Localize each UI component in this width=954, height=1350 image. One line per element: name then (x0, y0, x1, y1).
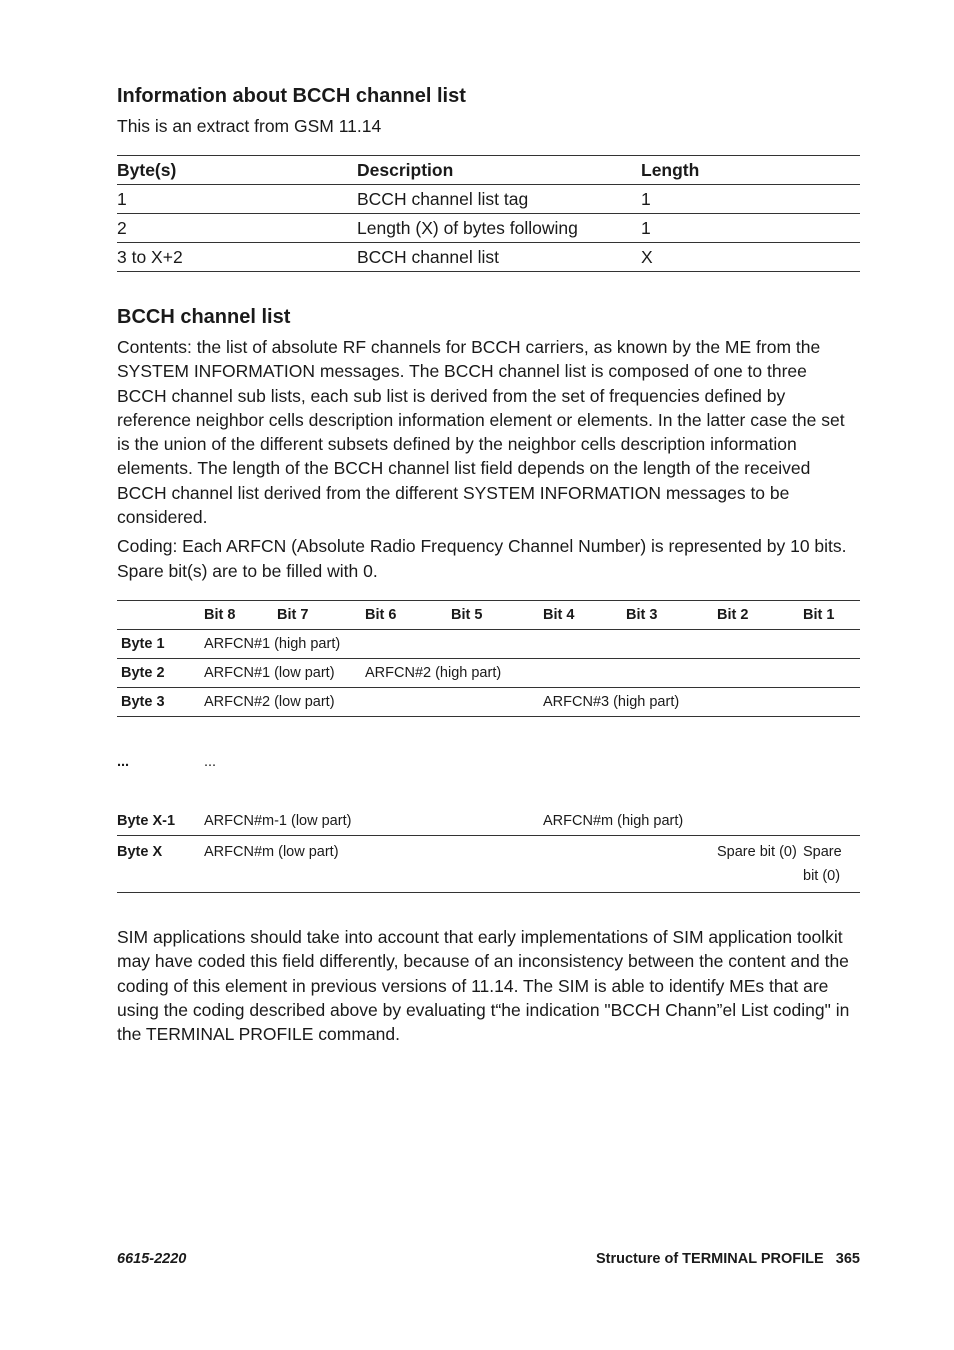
spare-bit-2: Spare bit (0) (717, 835, 803, 892)
footer-section: Structure of TERMINAL PROFILE (595, 1251, 824, 1267)
section-title-bcch-info: Information about BCCH channel list (117, 85, 466, 107)
ellipsis-row (117, 716, 860, 807)
bit6-header: Bit 6 (365, 600, 451, 629)
table-row (117, 214, 860, 243)
byte3-label: Byte 3 (117, 687, 204, 716)
bit5-header: Bit 5 (451, 600, 543, 629)
cell-bytes: 2 (117, 214, 357, 243)
footer-section-page (596, 1251, 860, 1267)
intro-text: This is an extract from GSM 11.14 (117, 116, 382, 136)
bytex1-arfcnm-high: ARFCN#m (high part) (543, 807, 860, 836)
byte1-row (117, 629, 860, 658)
bytex1-arfcnm1-low: ARFCN#m-1 (low part) (204, 807, 543, 836)
byte2-label: Byte 2 (117, 658, 204, 687)
byte3-arfcn2-low: ARFCN#2 (low part) (204, 687, 543, 716)
byte2-arfcn1-low: ARFCN#1 (low part) (204, 658, 365, 687)
footer-page-number: 365 (835, 1251, 860, 1267)
cell-bytes: 1 (117, 185, 357, 214)
byte-description-table (117, 155, 860, 272)
bytex-row (117, 835, 860, 892)
byte3-arfcn3-high: ARFCN#3 (high part) (543, 687, 860, 716)
bit8-header: Bit 8 (204, 600, 277, 629)
header-length: Length (641, 156, 860, 185)
table-row (117, 185, 860, 214)
coding-paragraph: Coding: Each ARFCN (Absolute Radio Frequency Channel Number) is represented by 10 bits. Spare bit(s) are to be filled with 0. (117, 536, 847, 581)
byte3-row (117, 687, 860, 716)
bit1-header: Bit 1 (803, 600, 860, 629)
empty-corner (117, 600, 204, 629)
cell-description: BCCH channel list tag (357, 185, 641, 214)
bit4-header: Bit 4 (543, 600, 626, 629)
bytex-label: Byte X (117, 835, 204, 892)
table-header-row (117, 156, 860, 185)
cell-description: BCCH channel list (357, 243, 641, 272)
bytex1-row (117, 807, 860, 836)
ellipsis-label: ... (117, 753, 130, 770)
cell-length: 1 (641, 185, 860, 214)
header-description: Description (357, 156, 641, 185)
table-row (117, 243, 860, 272)
cell-length: 1 (641, 214, 860, 243)
bytex1-label: Byte X-1 (117, 807, 204, 836)
page-content (117, 82, 860, 1046)
spare-bit-1: Spare bit (0) (803, 835, 860, 892)
contents-paragraph: Contents: the list of absolute RF channels for BCCH carriers, as known by the ME from the SYSTEM INFORMATION messages. The BCCH channel list is composed of one to three BCCH channel sub lists, each sub list is derived from the set of frequencies defined by reference neighbor cells description information element or elements. In the latter case the set is the union of the different subsets defined by the neighbor cells description information elements. The length of the BCCH channel list field depends on the length of the received BCCH channel list derived from the different SYSTEM INFORMATION messages to be considered. (117, 337, 845, 528)
bit2-header: Bit 2 (717, 600, 803, 629)
bytex-arfcnm-low: ARFCN#m (low part) (204, 835, 717, 892)
cell-bytes: 3 to X+2 (117, 243, 357, 272)
section-title-bcch-list: BCCH channel list (117, 306, 291, 328)
byte2-row (117, 658, 860, 687)
bits-header-row (117, 600, 860, 629)
footer-doc-number: 6615-2220 (117, 1251, 187, 1267)
cell-description: Length (X) of bytes following (357, 214, 641, 243)
byte1-label: Byte 1 (117, 629, 204, 658)
bit7-header: Bit 7 (277, 600, 365, 629)
header-bytes: Byte(s) (117, 156, 357, 185)
bit3-header: Bit 3 (626, 600, 717, 629)
ellipsis-value: ... (204, 753, 217, 770)
byte1-arfcn1-high: ARFCN#1 (high part) (204, 629, 860, 658)
bits-table (117, 600, 860, 893)
byte2-arfcn2-high: ARFCN#2 (high part) (365, 658, 860, 687)
compatibility-note: SIM applications should take into account that early implementations of SIM application toolkit may have coded this field differently, because of an inconsistency between the content and the coding of this element in previous versions of 11.14. The SIM is able to identify MEs that are using the coding described above by evaluating t“he indication "BCCH Chann”el List coding" in the TERMINAL PROFILE command. (117, 926, 850, 1045)
cell-length: X (641, 243, 860, 272)
